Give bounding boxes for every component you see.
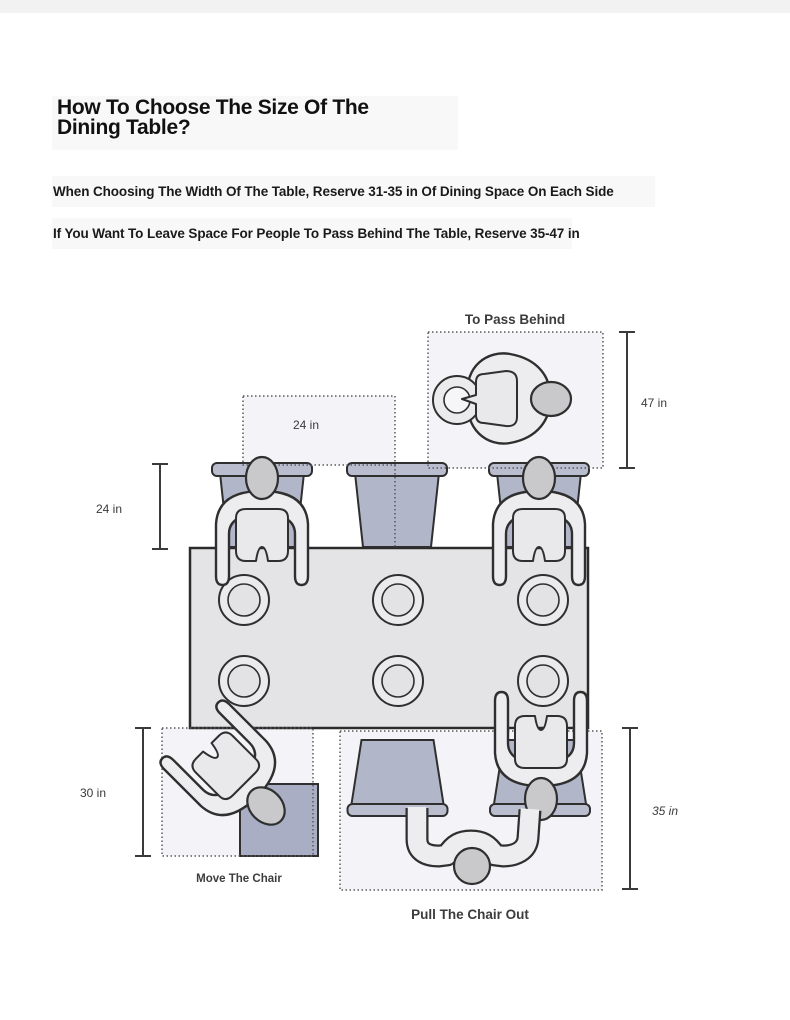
chair-pulled-out [348,740,448,816]
title-band [52,96,458,150]
measure-line-chair-depth [152,464,168,549]
plate-icon [373,575,423,625]
chair-top-middle [347,463,447,547]
measure-line-move-chair [135,728,151,856]
measure-line-pass-behind [619,332,635,468]
plate-icon [518,656,568,706]
plate-icon [219,656,269,706]
move-chair-label: Move The Chair [196,873,282,885]
measure-line-pull-out [622,728,638,889]
dining-table-diagram [0,290,790,940]
pass-behind-measure-label: 47 in [641,396,668,410]
page-title [57,98,457,138]
pass-behind-label: To Pass Behind [464,312,566,327]
plate-icon [373,656,423,706]
plate-icon [518,575,568,625]
subtitle-band-1 [52,176,655,207]
page-title-line1: How To Choose The Size Of The [57,96,369,119]
page-title-line2: Dining Table? [57,116,191,139]
subtitle-1: When Choosing The Width Of The Table, Reserve 31-35 in Of Dining Space On Each Side [53,184,614,199]
pull-out-measure-label: 35 in [652,804,679,818]
move-chair-measure-label: 30 in [79,786,106,800]
chair-gap-measure-label: 24 in [292,418,320,432]
subtitle-band-2 [52,218,580,249]
subtitle-2: If You Want To Leave Space For People To Pass Behind The Table, Reserve 35-47 in [53,226,580,241]
chair-depth-measure-label: 24 in [95,502,122,516]
pull-chair-out-label: Pull The Chair Out [411,907,529,922]
top-strip [0,0,790,13]
